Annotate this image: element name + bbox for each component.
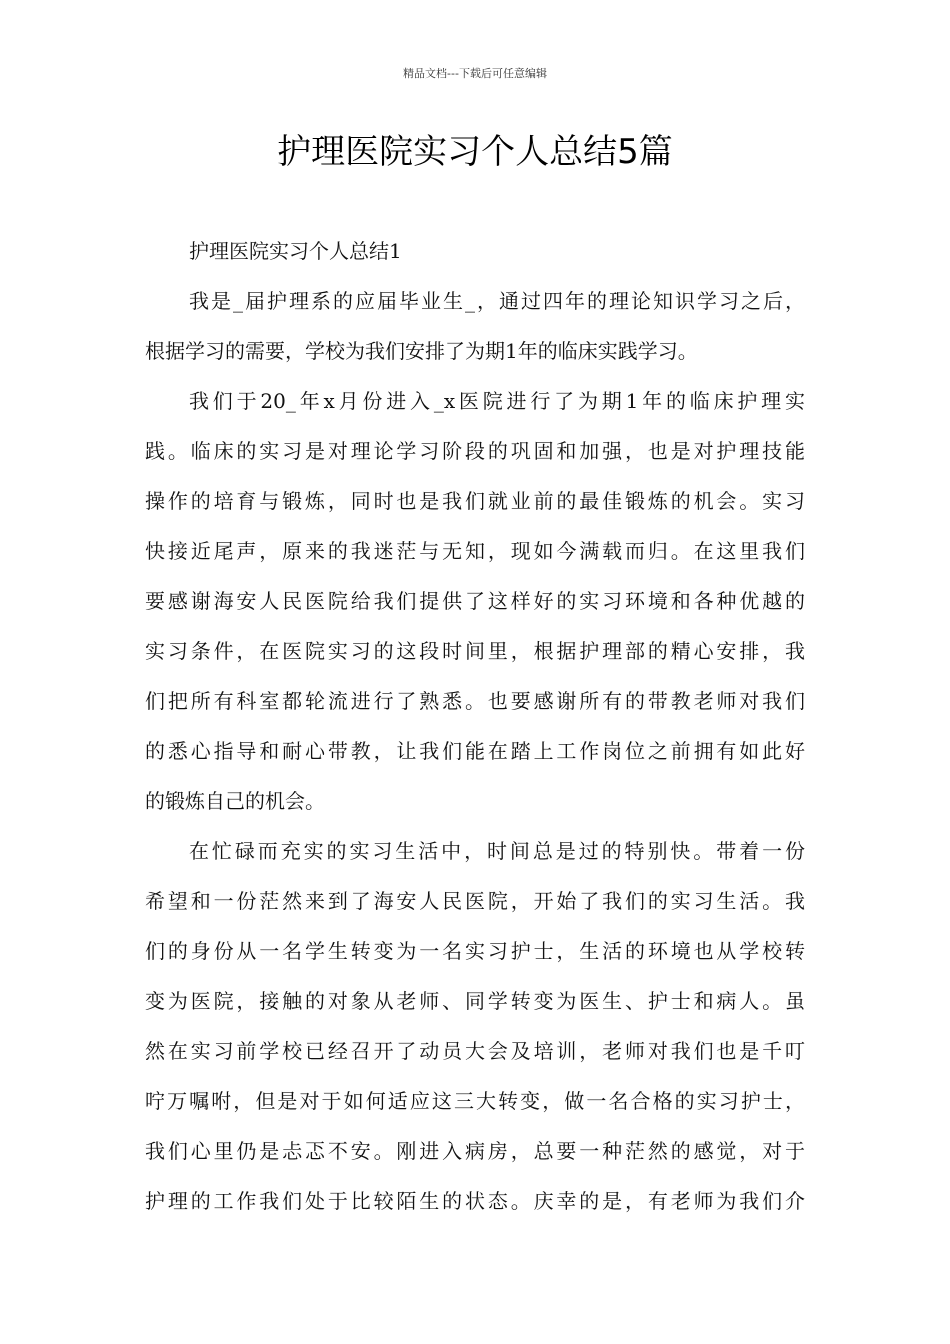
- header-note: 精品文档---下载后可任意编辑: [403, 67, 547, 80]
- paragraph-line: 护理的工作我们处于比较陌生的状态。庆幸的是，有老师为我们介: [145, 1189, 805, 1213]
- paragraph-line: 我们于20_年x月份进入_x医院进行了为期1年的临床护理实: [189, 389, 805, 413]
- paragraph-line: 在忙碌而充实的实习生活中，时间总是过的特别快。带着一份: [189, 839, 805, 863]
- paragraph-line: 们的身份从一名学生转变为一名实习护士，生活的环境也从学校转: [145, 939, 805, 963]
- paragraph-line: 践。临床的实习是对理论学习阶段的巩固和加强，也是对护理技能: [145, 439, 805, 463]
- document-title: 护理医院实习个人总结5篇: [277, 132, 673, 172]
- paragraph-line: 根据学习的需要，学校为我们安排了为期1年的临床实践学习。: [145, 339, 698, 363]
- paragraph-line: 我是_届护理系的应届毕业生_，通过四年的理论知识学习之后，: [189, 289, 805, 313]
- paragraph-line: 操作的培育与锻炼，同时也是我们就业前的最佳锻炼的机会。实习: [145, 489, 805, 513]
- paragraph-line: 希望和一份茫然来到了海安人民医院，开始了我们的实习生活。我: [145, 889, 805, 913]
- paragraph-line: 的悉心指导和耐心带教，让我们能在踏上工作岗位之前拥有如此好: [145, 739, 805, 763]
- paragraph-line: 我们心里仍是忐忑不安。刚进入病房，总要一种茫然的感觉，对于: [145, 1139, 805, 1163]
- paragraph-line: 快接近尾声，原来的我迷茫与无知，现如今满载而归。在这里我们: [145, 539, 805, 563]
- paragraph-line: 变为医院，接触的对象从老师、同学转变为医生、护士和病人。虽: [145, 989, 805, 1013]
- section-heading: 护理医院实习个人总结1: [189, 239, 402, 263]
- paragraph-line: 们把所有科室都轮流进行了熟悉。也要感谢所有的带教老师对我们: [145, 689, 805, 713]
- paragraph-line: 要感谢海安人民医院给我们提供了这样好的实习环境和各种优越的: [145, 589, 805, 613]
- paragraph-line: 实习条件，在医院实习的这段时间里，根据护理部的精心安排，我: [145, 639, 805, 663]
- paragraph-line: 咛万嘱咐，但是对于如何适应这三大转变，做一名合格的实习护士，: [145, 1089, 805, 1113]
- paragraph-line: 然在实习前学校已经召开了动员大会及培训，老师对我们也是千叮: [145, 1039, 805, 1063]
- paragraph-line: 的锻炼自己的机会。: [145, 789, 325, 813]
- document-body: [145, 226, 805, 1226]
